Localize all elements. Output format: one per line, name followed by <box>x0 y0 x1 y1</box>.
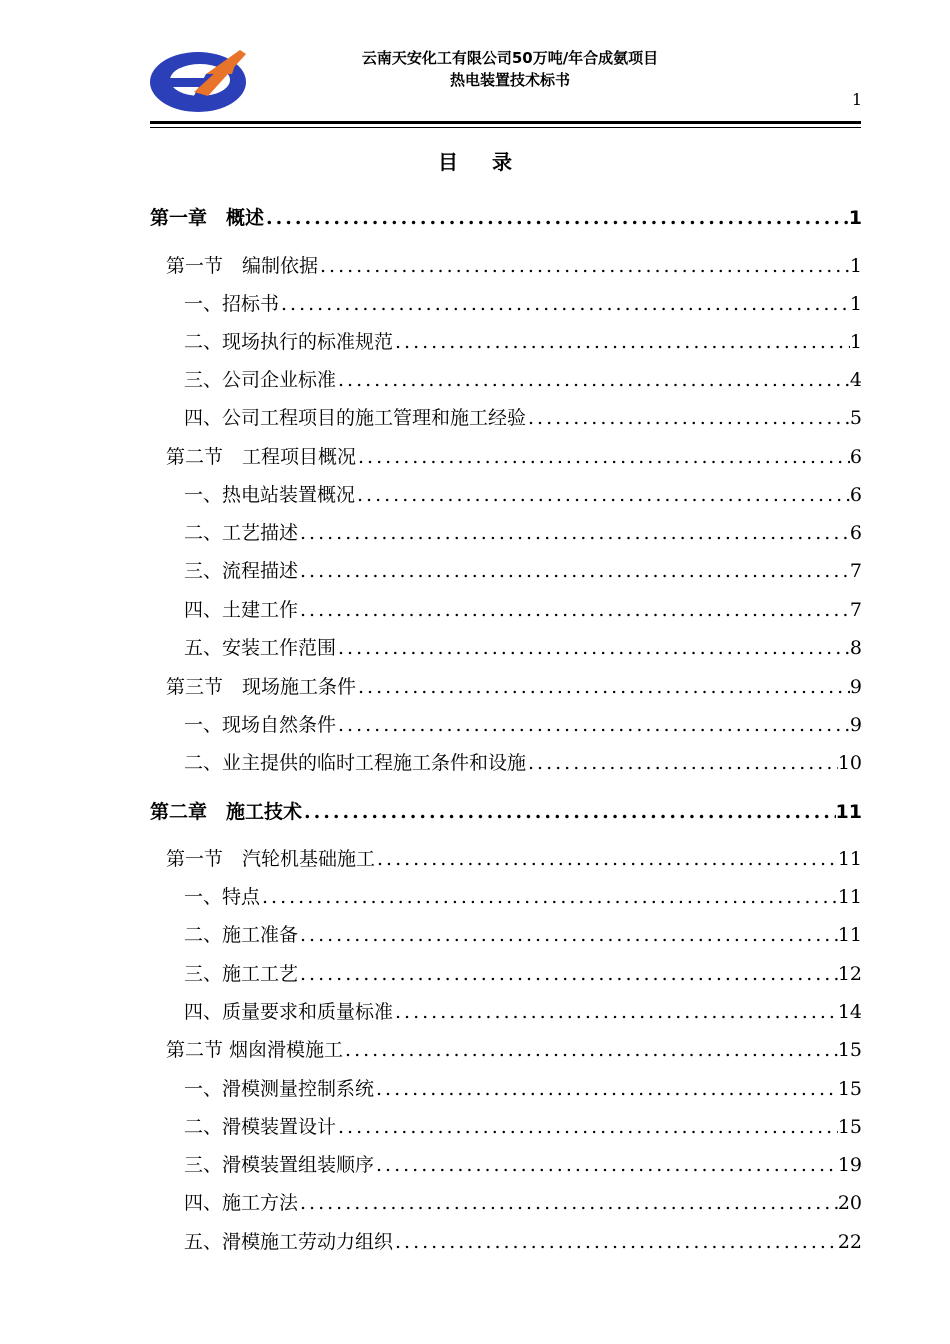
toc-entry-page: 1 <box>849 255 862 277</box>
toc-entry-label: 第二章 施工技术 <box>150 801 303 823</box>
toc-leader-dots <box>374 1078 838 1100</box>
toc-leader-dots <box>356 676 850 698</box>
toc-leader-dots <box>298 560 850 582</box>
toc-entry-page: 7 <box>849 560 862 582</box>
toc-leader-dots <box>298 522 850 544</box>
toc-entry-section[interactable] <box>166 672 862 699</box>
toc-entry-label: 二、工艺描述 <box>184 522 299 544</box>
toc-leader-dots <box>393 1231 838 1253</box>
toc-entry-item[interactable] <box>184 595 862 622</box>
toc-leader-dots <box>302 801 836 823</box>
toc-entry-page: 10 <box>837 752 862 774</box>
toc-leader-dots <box>393 331 850 353</box>
toc-leader-dots <box>336 637 850 659</box>
toc-entry-item[interactable] <box>184 920 862 947</box>
toc-entry-label: 一、招标书 <box>184 293 280 315</box>
toc-entry-item[interactable] <box>184 1112 862 1139</box>
toc-leader-dots <box>336 1116 838 1138</box>
toc-entry-label: 第一节 编制依据 <box>166 255 319 277</box>
toc-entry-label: 二、业主提供的临时工程施工条件和设施 <box>184 752 527 774</box>
toc-entry-page: 11 <box>835 801 862 823</box>
toc-leader-dots <box>264 207 849 229</box>
toc-entry-item[interactable] <box>184 710 862 737</box>
toc-entry-label: 二、滑模装置设计 <box>184 1116 337 1138</box>
toc-entry-page: 9 <box>849 676 862 698</box>
toc-leader-dots <box>279 293 850 315</box>
toc-entry-page: 15 <box>837 1039 862 1061</box>
toc-entry-item[interactable] <box>184 748 862 775</box>
toc-entry-item[interactable] <box>184 633 862 660</box>
toc-entry-label: 三、流程描述 <box>184 560 299 582</box>
toc-entry-label: 一、特点 <box>184 886 261 908</box>
toc-entry-label: 二、施工准备 <box>184 924 299 946</box>
toc-entry-item[interactable] <box>184 556 862 583</box>
toc-entry-page: 12 <box>837 963 862 985</box>
toc-entry-item[interactable] <box>184 365 862 392</box>
toc-entry-item[interactable] <box>184 403 862 430</box>
toc-entry-page: 11 <box>837 848 862 870</box>
toc-entry-page: 1 <box>849 293 862 315</box>
toc-leader-dots <box>336 369 850 391</box>
toc-heading: 目录 <box>438 150 546 174</box>
toc-entry-section[interactable] <box>166 844 862 871</box>
toc-leader-dots <box>298 1192 838 1214</box>
toc-entry-item[interactable] <box>184 289 862 316</box>
toc-entry-item[interactable] <box>184 327 862 354</box>
toc-leader-dots <box>318 255 850 277</box>
toc-entry-label: 二、现场执行的标准规范 <box>184 331 394 353</box>
toc-leader-dots <box>298 924 838 946</box>
toc-entry-section[interactable] <box>166 442 862 469</box>
toc-entry-label: 一、热电站装置概况 <box>184 484 356 506</box>
toc-entry-page: 1 <box>849 331 862 353</box>
toc-entry-page: 1 <box>848 207 862 229</box>
toc-entry-label: 第三节 现场施工条件 <box>166 676 357 698</box>
toc-entry-page: 8 <box>849 637 862 659</box>
toc-entry-label: 一、现场自然条件 <box>184 714 337 736</box>
toc-entry-chapter[interactable] <box>150 203 862 230</box>
toc-entry-label: 四、质量要求和质量标准 <box>184 1001 394 1023</box>
toc-entry-label: 四、施工方法 <box>184 1192 299 1214</box>
toc-entry-page: 20 <box>837 1192 862 1214</box>
toc-entry-chapter[interactable] <box>150 797 862 824</box>
toc-entry-item[interactable] <box>184 1074 862 1101</box>
toc-entry-label: 三、公司企业标准 <box>184 369 337 391</box>
toc-leader-dots <box>298 599 850 621</box>
toc-entry-page: 22 <box>837 1231 862 1253</box>
toc-entry-label: 四、公司工程项目的施工管理和施工经验 <box>184 407 527 429</box>
toc-entry-label: 三、滑模装置组装顺序 <box>184 1154 375 1176</box>
toc-entry-page: 9 <box>849 714 862 736</box>
toc-entry-page: 11 <box>837 886 862 908</box>
toc-entry-item[interactable] <box>184 882 862 909</box>
toc-leader-dots <box>374 1154 838 1176</box>
document-title: 云南天安化工有限公司50万吨/年合成氨项目 <box>361 49 659 67</box>
toc-entry-label: 第一节 汽轮机基础施工 <box>166 848 376 870</box>
toc-leader-dots <box>343 1039 838 1061</box>
toc-leader-dots <box>393 1001 838 1023</box>
toc-leader-dots <box>298 963 838 985</box>
toc-entry-item[interactable] <box>184 997 862 1024</box>
toc-entry-label: 四、土建工作 <box>184 599 299 621</box>
toc-entry-page: 6 <box>849 484 862 506</box>
toc-leader-dots <box>356 446 850 468</box>
page-number: 1 <box>851 90 862 109</box>
toc-leader-dots <box>355 484 850 506</box>
toc-entry-page: 5 <box>849 407 862 429</box>
toc-entry-item[interactable] <box>184 480 862 507</box>
toc-entry-page: 11 <box>837 924 862 946</box>
toc-entry-page: 7 <box>849 599 862 621</box>
toc-entry-label: 五、安装工作范围 <box>184 637 337 659</box>
toc-entry-item[interactable] <box>184 518 862 545</box>
toc-entry-section[interactable] <box>166 1035 862 1062</box>
toc-entry-page: 19 <box>837 1154 862 1176</box>
toc-entry-label: 第二节 烟囱滑模施工 <box>166 1039 344 1061</box>
toc-entry-label: 一、滑模测量控制系统 <box>184 1078 375 1100</box>
toc-entry-label: 三、施工工艺 <box>184 963 299 985</box>
toc-entry-item[interactable] <box>184 1188 862 1215</box>
toc-entry-item[interactable] <box>184 1227 862 1254</box>
toc-entry-page: 4 <box>849 369 862 391</box>
toc-entry-page: 6 <box>849 522 862 544</box>
toc-entry-section[interactable] <box>166 251 862 278</box>
toc-leader-dots <box>336 714 850 736</box>
toc-entry-page: 6 <box>849 446 862 468</box>
toc-leader-dots <box>375 848 838 870</box>
toc-entry-item[interactable] <box>184 1150 862 1177</box>
toc-entry-label: 第一章 概述 <box>150 207 265 229</box>
toc-entry-page: 15 <box>837 1116 862 1138</box>
toc-leader-dots <box>526 407 850 429</box>
toc-leader-dots <box>526 752 838 774</box>
toc-leader-dots <box>260 886 838 908</box>
toc-entry-page: 15 <box>837 1078 862 1100</box>
toc-entry-page: 14 <box>837 1001 862 1023</box>
toc-entry-label: 五、滑模施工劳动力组织 <box>184 1231 394 1253</box>
toc-entry-item[interactable] <box>184 959 862 986</box>
document-subtitle: 热电装置技术标书 <box>449 71 570 89</box>
toc-entry-label: 第二节 工程项目概况 <box>166 446 357 468</box>
